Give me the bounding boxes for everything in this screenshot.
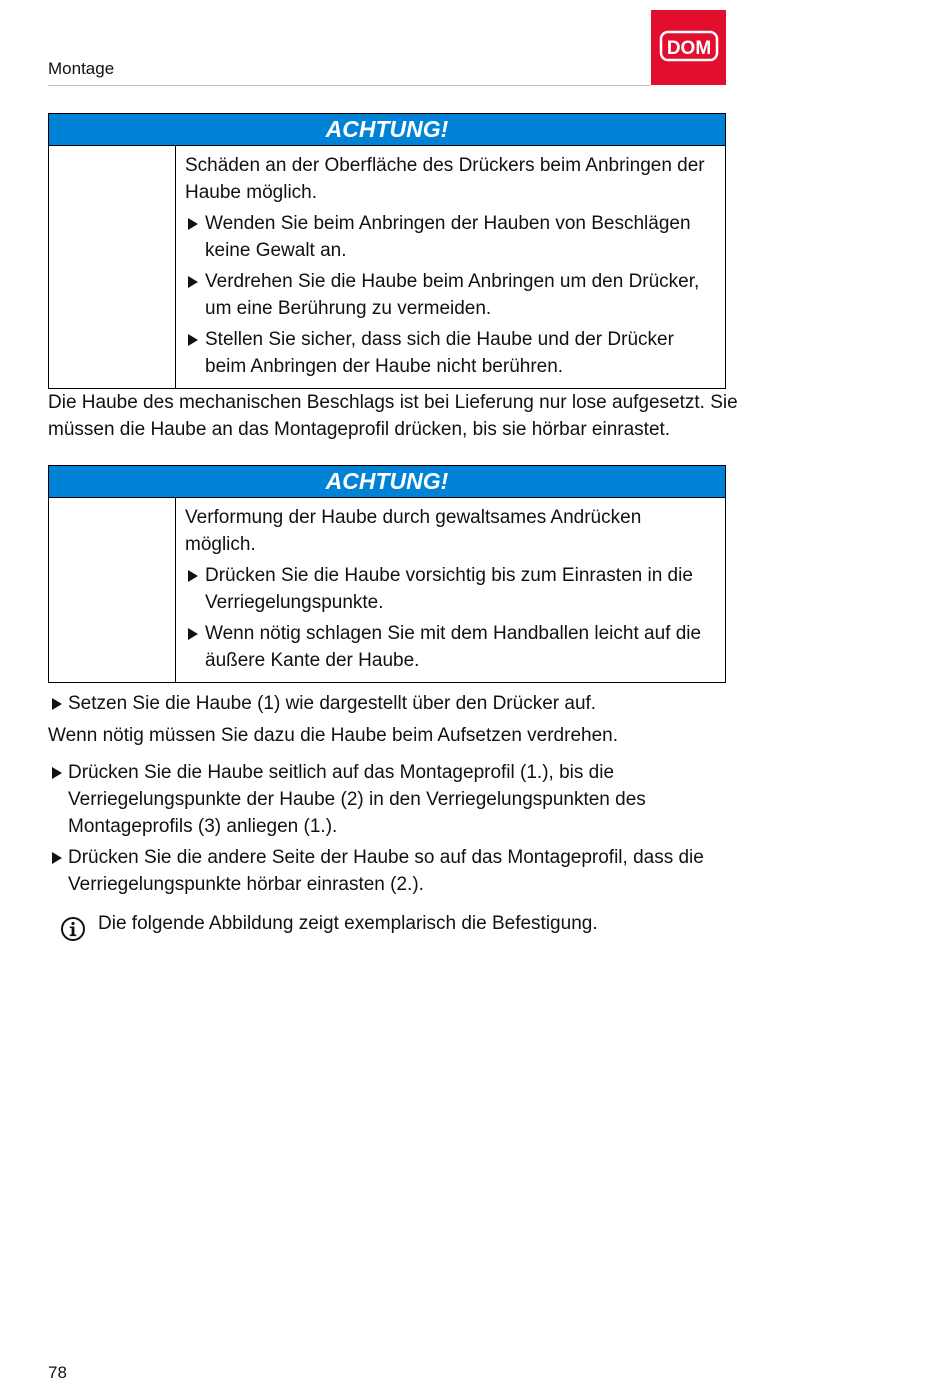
warning-notice-1: [48, 113, 726, 389]
warning-title: ACHTUNG!: [49, 466, 725, 498]
arrow-icon: [52, 852, 62, 864]
warning-bullet: Stellen Sie sicher, dass sich die Haube und der Drücker beim Anbringen der Haube nicht berühren.: [185, 326, 717, 380]
page-number: 78: [48, 1363, 67, 1382]
arrow-icon: [188, 334, 198, 346]
warning-intro: Schäden an der Oberfläche des Drückers beim Anbringen der Haube möglich.: [185, 155, 705, 203]
instruction-step: Drücken Sie die andere Seite der Haube so auf das Montageprofil, dass die Verriegelungspunkte hörbar einrasten (2.).: [48, 844, 758, 898]
arrow-icon: [52, 767, 62, 779]
warning-bullet: Wenn nötig schlagen Sie mit dem Handballen leicht auf die äußere Kante der Haube.: [185, 620, 717, 674]
arrow-icon: [188, 570, 198, 582]
info-note: Die folgende Abbildung zeigt exemplarisch die Befestigung.: [98, 913, 598, 934]
step-note: Wenn nötig müssen Sie dazu die Haube beim Aufsetzen verdrehen.: [48, 725, 618, 746]
warning-icon-cell: [49, 146, 176, 388]
warning-notice-2: [48, 465, 726, 683]
arrow-icon: [188, 276, 198, 288]
arrow-icon: [188, 628, 198, 640]
logo-text: DOM: [666, 38, 712, 59]
section-title: Montage: [48, 59, 115, 78]
warning-bullet: Verdrehen Sie die Haube beim Anbringen um den Drücker, um eine Berührung zu vermeiden.: [185, 268, 717, 322]
dom-logo: [651, 10, 726, 85]
arrow-icon: [52, 698, 62, 710]
warning-bullet: Wenden Sie beim Anbringen der Hauben von Beschlägen keine Gewalt an.: [185, 210, 717, 264]
arrow-icon: [188, 218, 198, 230]
info-icon: [60, 916, 86, 942]
header-divider: [48, 85, 651, 86]
warning-title: ACHTUNG!: [49, 114, 725, 146]
warning-intro: Verformung der Haube durch gewaltsames Andrücken möglich.: [185, 507, 642, 555]
instruction-step: Setzen Sie die Haube (1) wie dargestellt über den Drücker auf.: [48, 690, 758, 717]
instruction-step: Drücken Sie die Haube seitlich auf das Montageprofil (1.), bis die Verriegelungspunkte der Haube (2) in den Verriegelungspunkten des Montageprofils (3) anliegen (1.).: [48, 759, 758, 840]
body-paragraph: Die Haube des mechanischen Beschlags ist bei Lieferung nur lose aufgesetzt. Sie müssen die Haube an das Montageprofil drücken, bis sie hörbar einrastet.: [48, 392, 738, 440]
warning-icon-cell: [49, 498, 176, 682]
warning-bullet: Drücken Sie die Haube vorsichtig bis zum Einrasten in die Verriegelungspunkte.: [185, 562, 717, 616]
